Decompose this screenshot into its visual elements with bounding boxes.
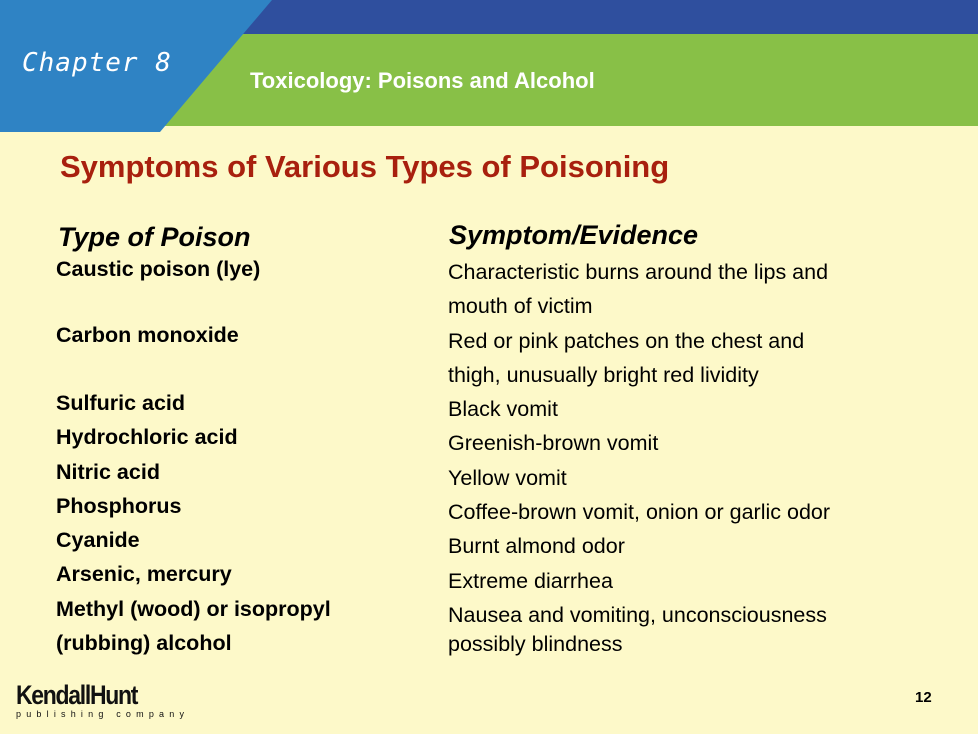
publisher-logo (16, 681, 189, 719)
symptom-line: Characteristic burns around the lips and (448, 260, 829, 284)
symptom-line: Extreme diarrhea (448, 569, 613, 593)
column-header-poison: Type of Poison (58, 222, 251, 252)
poison-item: Sulfuric acid (56, 391, 186, 415)
poison-item: Carbon monoxide (56, 323, 239, 347)
symptom-line: Greenish-brown vomit (448, 431, 659, 455)
header-banner (0, 0, 978, 132)
column-header-symptom: Symptom/Evidence (449, 220, 699, 250)
header-subtitle: Toxicology: Poisons and Alcohol (250, 68, 595, 93)
symptom-line: possibly blindness (448, 632, 623, 656)
poison-item: Phosphorus (56, 494, 182, 518)
poison-item: Nitric acid (56, 460, 160, 484)
symptom-line: thigh, unusually bright red lividity (448, 363, 759, 387)
poison-item: Cyanide (56, 528, 140, 552)
chapter-label: Chapter 8 (22, 48, 172, 78)
symptom-line: Burnt almond odor (448, 534, 625, 558)
logo-wordmark: KendallHunt (16, 680, 138, 710)
poison-item: Arsenic, mercury (56, 562, 232, 586)
poison-item: Caustic poison (lye) (56, 257, 261, 281)
symptom-line: Coffee-brown vomit, onion or garlic odor (448, 500, 831, 524)
logo-tagline: publishing company (16, 709, 190, 719)
poison-item: Hydrochloric acid (56, 425, 238, 449)
page-number: 12 (915, 689, 932, 706)
symptom-line: Red or pink patches on the chest and (448, 329, 805, 353)
poison-item: (rubbing) alcohol (56, 631, 232, 655)
poison-item: Methyl (wood) or isopropyl (56, 597, 331, 621)
symptom-line: Yellow vomit (448, 466, 567, 490)
symptom-line: Nausea and vomiting, unconsciousness (448, 603, 827, 627)
symptom-line: mouth of victim (448, 294, 593, 318)
symptom-line: Black vomit (448, 397, 558, 421)
slide-title: Symptoms of Various Types of Poisoning (60, 149, 670, 184)
